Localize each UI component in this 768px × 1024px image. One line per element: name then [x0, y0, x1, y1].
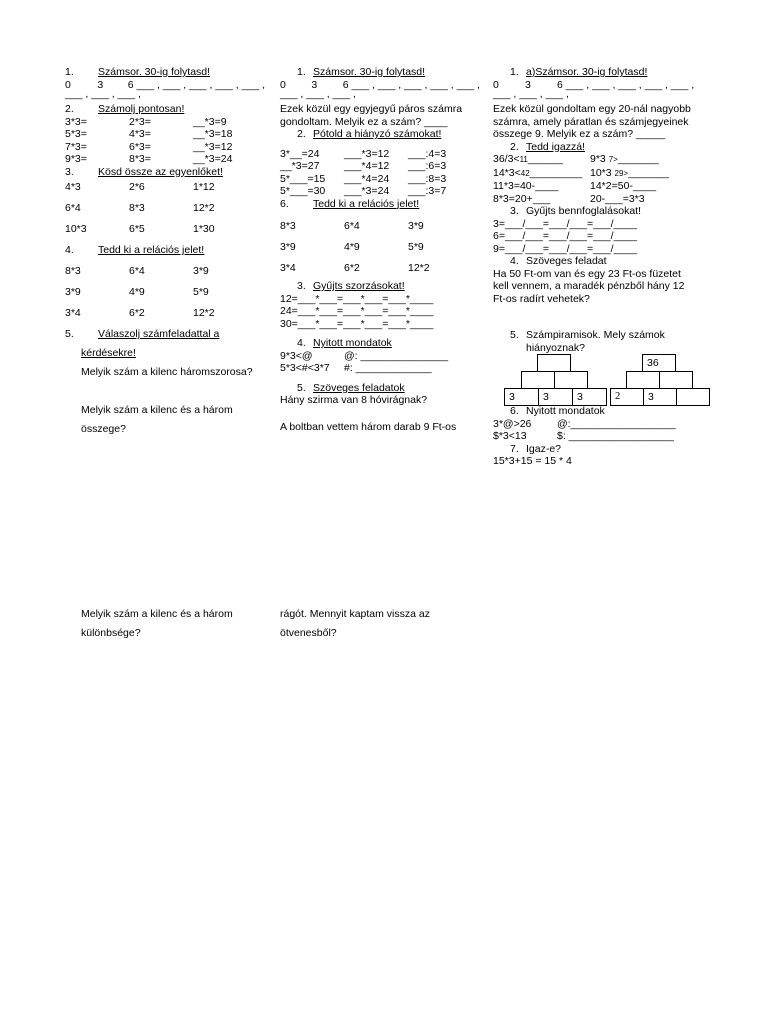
relation-cell: 3*9 [65, 286, 81, 298]
fill-row [280, 185, 480, 198]
match-cell: 1*30 [193, 223, 215, 235]
true-row [493, 153, 708, 167]
relation-cell: 6*4 [129, 265, 145, 277]
task-number: 4. [510, 255, 519, 267]
expr: 14*3< [493, 166, 521, 179]
true-cell [493, 167, 590, 181]
relation-cell: 4*9 [344, 241, 360, 253]
fill-row [280, 173, 480, 186]
match-row [65, 220, 265, 239]
seq-blanks: 6 ___ , ___ , ___ , ___ , ___ , [127, 78, 265, 91]
pyramid-cell[interactable] [554, 371, 588, 389]
task-title: Nyitott mondatok [313, 337, 392, 349]
fill-cell: 5*___=30 [280, 185, 326, 197]
relation-cell: 6*2 [129, 307, 145, 319]
calc-cell: 3*3= [65, 115, 87, 128]
task-number: 6. [510, 405, 519, 417]
task-number: 5. [65, 328, 74, 340]
fill-cell: ___:3=7 [408, 185, 447, 197]
fill-cell: ___*4=12 [344, 160, 390, 172]
true-row [493, 167, 708, 181]
match-grid [65, 178, 265, 239]
relation-cell: 6*4 [344, 220, 360, 232]
match-cell: 8*3 [129, 202, 145, 214]
division-row: 9=___/___=___/___=___/____ [493, 242, 637, 255]
open-sentence-row [280, 350, 480, 363]
open-sentence: $*3<13 [493, 430, 527, 442]
pyramid-cell[interactable]: 3 [643, 388, 677, 406]
number-sequence-cont: ___ , ___ , ___ , [65, 88, 141, 100]
task-heading [493, 141, 708, 154]
task-heading [493, 329, 708, 342]
task-number: 1. [65, 66, 74, 78]
prompt-line: gondoltam. Melyik ez a szám? ____ [280, 115, 448, 128]
prompt-line: Ezek közül egy egyjegyű páros számra [280, 103, 463, 115]
relation-cell: 8*3 [280, 220, 296, 232]
match-cell: 2*6 [129, 181, 145, 193]
fill-cell: ___*4=24 [344, 172, 390, 185]
open-sentence: 3*@>26 [493, 417, 532, 430]
calc-grid [65, 116, 265, 166]
expr-blank: _________ [529, 166, 583, 179]
question-2-line2: összege? [81, 423, 126, 435]
match-cell: 1*12 [193, 181, 215, 193]
fill-cell: ___*3=24 [344, 185, 390, 197]
task-number: 2. [510, 140, 519, 153]
relation-cell: 12*2 [408, 262, 430, 274]
relation-row [280, 238, 480, 257]
task-heading [493, 443, 708, 456]
task-number: 3. [510, 205, 519, 217]
number-sequence-cont: ___ , ___ , ___ , [280, 88, 356, 100]
task-title: Gyűjts szorzásokat! [313, 280, 405, 292]
expr-num: 29> [614, 168, 629, 178]
open-sentence-answer: @: _______________ [344, 349, 449, 362]
prompt-line: összege 9. Melyik ez a szám? _____ [493, 128, 666, 140]
worksheet-column-2 [280, 66, 480, 433]
calc-cell: 7*3= [65, 140, 87, 153]
calc-row [65, 128, 265, 141]
task-number: 4. [297, 337, 306, 349]
worksheet-column-1 [65, 66, 265, 439]
task-heading [280, 280, 480, 293]
prompt-line: Ezek közül gondoltam egy 20-nál nagyobb [493, 103, 691, 115]
fill-cell: 3*__=24 [280, 147, 320, 160]
seq-start: 0 [65, 78, 71, 91]
task-number: 2. [65, 103, 74, 115]
word-problem-line: rágót. Mennyit kaptam vissza az [280, 608, 430, 620]
open-sentence: 5*3<#<3*7 [280, 362, 330, 374]
word-problem-line: ötvenesből? [280, 627, 337, 639]
collect-row: 30=___*___=___*___=___*____ [280, 317, 434, 330]
calc-cell: 8*3= [129, 153, 151, 165]
pyramid-cell[interactable] [659, 371, 693, 389]
relation-cell: 3*4 [280, 262, 296, 274]
task-heading [280, 128, 480, 141]
expr-blank: _______ [617, 153, 659, 165]
match-row [65, 199, 265, 218]
calc-row [65, 153, 265, 166]
calc-row [65, 116, 265, 129]
expr-num: 42 [520, 168, 530, 178]
match-cell: 6*4 [65, 202, 81, 214]
match-cell: 10*3 [65, 223, 87, 235]
open-sentence-answer: @:__________________ [557, 417, 676, 430]
task-title: Számsor. 30-ig folytasd! [313, 66, 426, 78]
pyramid-cell[interactable]: 2 [610, 388, 644, 406]
true-row [493, 193, 708, 206]
calc-cell: 9*3= [65, 153, 87, 165]
true-cell: 11*3=40-____ [493, 180, 559, 192]
number-sequence-cont: ___ , ___ , ___ , [493, 88, 569, 100]
true-cell: 14*2=50-____ [590, 180, 657, 192]
relation-cell: 3*9 [193, 265, 209, 277]
open-sentence-answer: #: _____________ [344, 362, 432, 374]
seq-second: 3 [525, 78, 531, 91]
calc-cell: __*3=24 [193, 153, 233, 165]
fill-cell: ___*3=12 [344, 147, 390, 160]
pyramid-cell[interactable]: 3 [572, 388, 607, 406]
calc-cell: __*3=12 [193, 140, 233, 153]
expr-num: 11 [519, 155, 528, 164]
division-row: 6=___/___=___/___=___/____ [493, 230, 637, 242]
relation-cell: 4*9 [129, 286, 145, 298]
task-number: 1. [510, 66, 519, 78]
task-heading [493, 255, 708, 268]
true-cell: 8*3=20+___ [493, 192, 551, 205]
match-cell: 12*2 [193, 202, 215, 214]
seq-second: 3 [97, 78, 104, 91]
pyramid-cell[interactable]: 36 [642, 354, 676, 372]
expr-blank: ______ [527, 153, 563, 165]
fill-cell: 5*___=15 [280, 172, 326, 185]
task-number: 5. [510, 329, 519, 341]
worksheet-column-3 [493, 66, 708, 354]
word-problem-line: Hány szirma van 8 hóvirágnak? [280, 394, 428, 406]
relation-cell: 3*9 [280, 241, 296, 253]
match-cell: 4*3 [65, 181, 81, 193]
relation-cell: 3*9 [408, 220, 424, 232]
question-3-line1: Melyik szám a kilenc és a három [81, 608, 233, 620]
relation-row [280, 217, 480, 236]
word-problem-line: Ft-os radírt vehetek? [493, 292, 590, 305]
task-heading [65, 103, 265, 116]
task-title: Igaz-e? [526, 442, 562, 455]
task-heading [280, 382, 480, 395]
relation-cell: 6*2 [344, 262, 360, 274]
task-heading [493, 205, 708, 218]
relation-cell: 8*3 [65, 265, 81, 277]
equation-line: 15*3+15 = 15 * 4 [493, 455, 572, 467]
task-title: Válaszolj számfeladattal a [98, 328, 220, 340]
pyramid-cell[interactable]: 3 [504, 388, 539, 406]
fill-cell: ___:6=3 [408, 160, 447, 172]
task-title: Szöveges feladatok [313, 381, 405, 394]
number-pyramid-2 [608, 354, 712, 407]
relation-cell: 3*4 [65, 307, 81, 319]
task-heading [65, 166, 265, 179]
collect-row: 12=___*___=___*___=___*____ [280, 292, 434, 305]
task-title-cont-text: kérdésekre! [81, 347, 136, 359]
task-number: 4. [65, 244, 74, 256]
seq-second: 3 [311, 78, 318, 91]
relation-grid [280, 217, 480, 278]
calc-cell: 6*3= [129, 140, 151, 153]
task-title: Számsor. 30-ig folytasd! [98, 66, 211, 78]
true-cell: 20-___=3*3 [590, 192, 645, 205]
task-number: 3. [65, 165, 74, 178]
question-2-line1: Melyik szám a kilenc és a három [81, 404, 233, 416]
task-title: Nyitott mondatok [526, 405, 605, 417]
calc-cell: 2*3= [129, 115, 151, 128]
expr-blank: _______ [628, 166, 669, 179]
true-grid [493, 153, 708, 205]
worksheet-column-3-lower [493, 405, 708, 468]
expr: 10*3 [590, 166, 615, 179]
task-number: 7. [510, 442, 519, 455]
task-heading [65, 241, 265, 260]
fill-row [280, 160, 480, 173]
fill-cell: ___:8=3 [408, 172, 447, 185]
relation-row [65, 304, 265, 323]
pyramid-cell[interactable] [521, 371, 555, 389]
pyramid-cell[interactable] [676, 388, 710, 406]
task-heading [493, 405, 708, 418]
relation-cell: 5*9 [193, 286, 209, 298]
expr-num: 7> [608, 155, 618, 164]
task-number: 3. [297, 280, 306, 292]
task-title: Tedd ki a relációs jelet! [313, 197, 420, 210]
task-heading [493, 66, 708, 79]
pyramid-cell[interactable]: 3 [538, 388, 573, 406]
expr: 9*3 [590, 153, 609, 165]
task-title: Tedd igazzá! [526, 140, 585, 153]
calc-cell: 4*3= [129, 128, 151, 140]
relation-cell: 12*2 [193, 307, 215, 319]
task-heading [280, 337, 480, 350]
task-title: a)Számsor. 30-ig folytasd! [526, 66, 648, 78]
task-title-cont: hiányoznak? [526, 341, 585, 354]
number-pyramid-1 [504, 354, 609, 407]
open-sentence-row [493, 418, 708, 431]
fill-row [280, 148, 480, 161]
division-row: 3=___/___=___/___=___/____ [493, 217, 637, 230]
true-cell [493, 153, 590, 167]
true-cell [590, 167, 669, 181]
task-title: Számpiramisok. Mely számok [526, 329, 665, 341]
open-sentence-answer: $: __________________ [557, 430, 674, 442]
seq-blanks: 6 ___ , ___ , ___ , ___ , ___ , [557, 78, 695, 91]
task-title: Gyűjts bennfoglalásokat! [526, 205, 641, 217]
task-title: Számolj pontosan! [98, 103, 185, 115]
fill-grid [280, 148, 480, 198]
task-heading [280, 66, 480, 79]
task-number: 5. [297, 381, 306, 394]
expr: 36/3< [493, 153, 520, 165]
fill-cell: __*3=27 [280, 160, 320, 172]
task-title-cont [65, 344, 265, 363]
true-row [493, 180, 708, 193]
task-heading [65, 66, 265, 79]
prompt-line: számra, amely páratlan és számjegyeinek [493, 115, 689, 128]
open-sentence-row [280, 362, 480, 375]
task-number: 2. [297, 128, 306, 140]
true-cell [590, 153, 659, 167]
task-number: 6. [280, 197, 289, 210]
task-heading [65, 325, 265, 344]
word-problem-line: kell vennem, a maradék pénzből hány 12 [493, 280, 685, 292]
fill-cell: ___:4=3 [408, 147, 447, 160]
task-title: Pótold a hiányzó számokat! [313, 128, 442, 140]
calc-cell: 5*3= [65, 128, 87, 140]
open-sentence-row [493, 430, 708, 443]
relation-row [65, 283, 265, 302]
task-title: Tedd ki a relációs jelet! [98, 244, 205, 256]
relation-grid [65, 262, 265, 323]
seq-blanks: 6 ___ , ___ , ___ , ___ , ___ , [342, 78, 480, 91]
task-title: Kösd össze az egyenlőket! [98, 165, 223, 178]
calc-cell: __*3=18 [193, 128, 233, 140]
calc-row [65, 141, 265, 154]
task-heading [280, 198, 480, 211]
relation-row [280, 259, 480, 278]
open-sentence: 9*3<@ [280, 349, 313, 362]
question-3-line2: különbsége? [81, 627, 141, 639]
word-problem-line: Ha 50 Ft-om van és egy 23 Ft-os füzetet [493, 267, 681, 280]
task-title: Szöveges feladat [526, 255, 607, 267]
seq-start: 0 [280, 78, 286, 91]
calc-cell: __*3=9 [193, 115, 227, 128]
seq-start: 0 [493, 78, 499, 91]
task-number: 1. [297, 66, 306, 78]
relation-cell: 5*9 [408, 241, 424, 253]
word-problem-line: A boltban vettem három darab 9 Ft-os [280, 420, 457, 433]
relation-row [65, 262, 265, 281]
question-1: Melyik szám a kilenc háromszorosa? [81, 366, 253, 378]
pyramid-cell[interactable] [537, 354, 571, 372]
match-row [65, 178, 265, 197]
pyramid-cell[interactable] [626, 371, 660, 389]
match-cell: 6*5 [129, 223, 145, 235]
collect-row: 24=___*___=___*___=___*____ [280, 305, 434, 317]
